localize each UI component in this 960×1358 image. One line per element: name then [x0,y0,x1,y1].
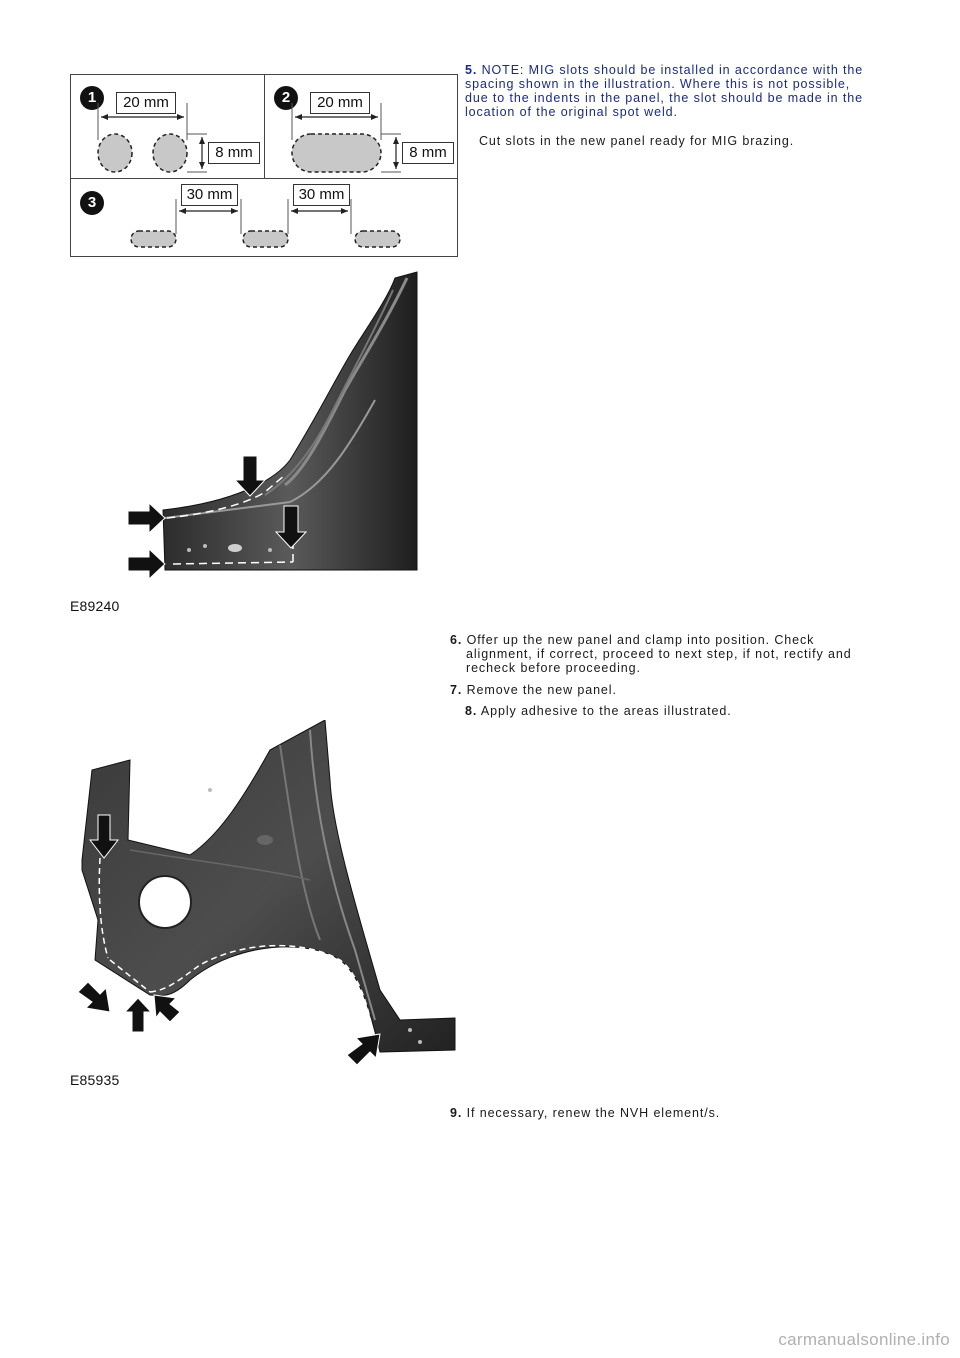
step-5-line-3: due to the indents in the panel, the slot should be made in the [465,91,863,105]
panel-1-height-label: 8 mm [208,142,260,164]
step-8: 8. Apply adhesive to the areas illustrated. [465,704,732,718]
slot-panel-2 [265,75,458,179]
step-5-line-1: 5. NOTE: MIG slots should be installed in accordance with the [465,63,864,77]
arrow-lower-left [78,982,110,1012]
step-9: 9. If necessary, renew the NVH element/s. [450,1106,721,1120]
panel-2-spacing-label: 20 mm [310,92,370,114]
arrow-up [125,998,151,1032]
step-7-number: 7. [450,683,463,697]
step-6-number: 6. [450,633,463,647]
step-5-note [465,63,935,119]
arrow-upper-right [154,995,180,1022]
round-slot-1 [98,134,132,172]
slot-spacing-diagram [70,74,458,257]
panel-section-illustration [125,270,425,580]
step-5-line-4: location of the original spot weld. [465,105,678,119]
figure-1-label: E89240 [70,598,120,614]
slot-panel-1 [71,75,265,179]
panel-3-slots-drawing [71,179,458,257]
round-slot-2 [153,134,187,172]
panel-2-height-label: 8 mm [402,142,454,164]
arrow-right-1 [128,503,165,533]
slot-2 [243,231,288,247]
footer-watermark: carmanualsonline.info [778,1330,950,1349]
step-8-number: 8. [465,704,478,718]
slot-panel-3 [71,179,458,257]
slot-1 [131,231,176,247]
step-7: 7. Remove the new panel. [450,683,617,697]
step-5-instruction: Cut slots in the new panel ready for MIG brazing. [479,134,795,148]
panel-1-number: 1 [80,86,104,110]
panel-3-spacing-a-label: 30 mm [181,184,238,206]
figure-2-label: E85935 [70,1072,120,1088]
panel-1-spacing-label: 20 mm [116,92,176,114]
elongated-slot [292,134,381,172]
panel-3-number: 3 [80,191,104,215]
panel-2-number: 2 [274,86,298,110]
panel-3-spacing-b-label: 30 mm [293,184,350,206]
arrow-right-2 [128,549,165,579]
step-5-line-2: spacing shown in the illustration. Where this is not possible, [465,77,851,91]
slot-3 [355,231,400,247]
arrow-bottom-right [347,1034,380,1065]
step-6: 6. Offer up the new panel and clamp into position. Check alignment, if correct, proceed to next step, if not, rectify and recheck before proceeding. [450,633,852,675]
quarter-panel-illustration [70,720,470,1065]
step-9-number: 9. [450,1106,463,1120]
step-5-number: 5. [465,63,478,77]
